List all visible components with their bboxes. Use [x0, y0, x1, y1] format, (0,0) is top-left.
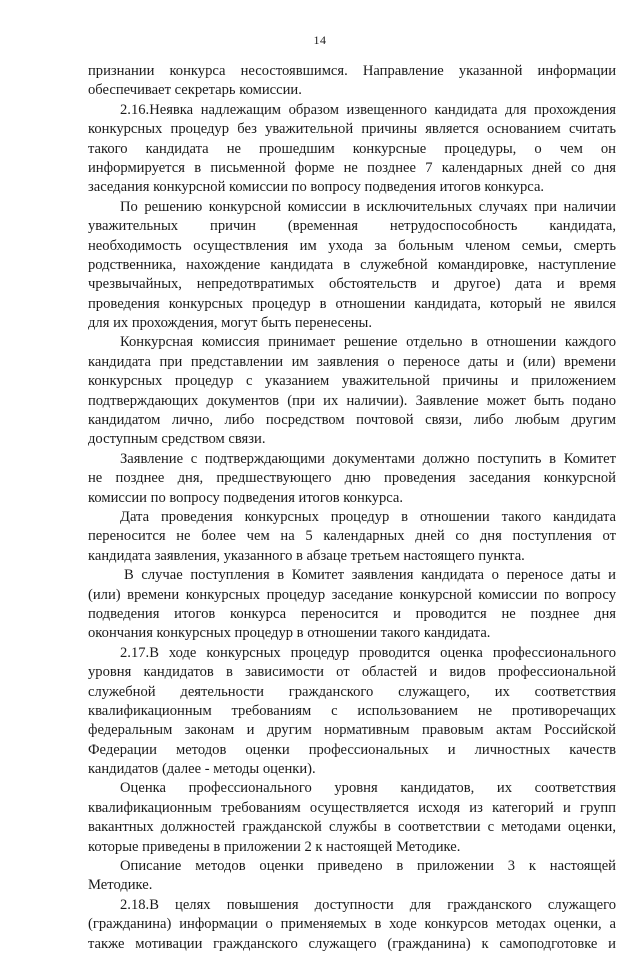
text-line: необходимость осуществления им ухода за больным членом семьи, смерть [88, 237, 616, 254]
text-line: уважительных причин (временная нетрудоспособность кандидата, [88, 218, 616, 235]
text-line: квалификационным требованиям осуществляется исходя из категорий и групп [88, 799, 616, 816]
text-line: чрезвычайных, непредотвратимых обстоятельств и другое) дата и время [88, 276, 616, 293]
text-line: доступным средством связи. [88, 431, 266, 448]
text-line: окончания конкурсных процедур в отношении такого кандидата. [88, 625, 491, 642]
text-line: Заявление с подтверждающими документами должно поступить в Комитет [120, 450, 616, 467]
text-line: В случае поступления в Комитет заявления кандидата о переносе даты и [124, 567, 616, 584]
text-line: 2.17.В ходе конкурсных процедур проводится оценка профессионального [120, 644, 616, 661]
document-body-text [88, 62, 616, 954]
text-line: Конкурсная комиссия принимает решение отдельно в отношении каждого [120, 334, 616, 351]
text-line: кандидатов (далее - методы оценки). [88, 761, 316, 778]
text-line: кандидата заявления, указанного в абзаце третьем настоящего пункта. [88, 547, 525, 564]
text-line: родственника, нахождение кандидата в служебной командировке, наступление [88, 256, 616, 273]
text-line: подтверждающих документов (при их наличии). Заявление может быть подано [88, 392, 616, 409]
text-line: обеспечивает секретарь комиссии. [88, 82, 302, 99]
text-line: которые приведены в приложении 2 к настоящей Методике. [88, 838, 461, 855]
text-line: для их прохождения, могут быть перенесены. [88, 315, 373, 332]
text-line: конкурсных процедур с указанием уважительной причины и приложением [88, 373, 616, 390]
text-line: кандидатом лично, либо посредством почтовой связи, либо любым другим [88, 412, 616, 429]
text-line: информируется в письменной форме не позднее 7 календарных дней со дня [88, 159, 616, 176]
text-line: переносится не более чем на 5 календарных дней со дня поступления от [88, 528, 616, 545]
text-line: По решению конкурсной комиссии в исключительных случаях при наличии [120, 198, 616, 215]
text-line: конкурсных процедур без уважительной причины является основанием считать [88, 121, 616, 138]
text-line: Федерации методов оценки профессиональных и личностных качеств [88, 741, 616, 758]
text-line: не позднее дня, предшествующего дню проведения заседания конкурсной [88, 470, 616, 487]
text-line: также мотивации гражданского служащего (гражданина) к самоподготовке и [88, 935, 616, 952]
page-number: 14 [313, 33, 327, 47]
text-line: Методике. [88, 877, 153, 894]
text-line: федеральным законам и другим нормативным правовым актам Российской [88, 722, 616, 739]
text-line: такого кандидата не прошедшим конкурсные процедуры, о чем он [88, 140, 616, 157]
text-line: признании конкурса несостоявшимся. Направление указанной информации [88, 63, 616, 79]
text-line: (или) времени конкурсных процедур заседание конкурсной комиссии по вопросу [88, 586, 616, 603]
text-line: 2.16.Неявка надлежащим образом извещенного кандидата для прохождения [120, 101, 616, 118]
text-line: (гражданина) информации о применяемых в ходе конкурсов методах оценки, а [88, 916, 616, 933]
text-line: кандидата при представлении им заявления о переносе даты и (или) времени [88, 353, 616, 370]
text-line: квалификационным требованиям с использованием не противоречащих [88, 702, 616, 719]
text-line: Дата проведения конкурсных процедур в отношении такого кандидата [120, 508, 616, 525]
text-line: служебной деятельности гражданского служащего, их соответствия [88, 683, 616, 700]
text-line: комиссии по вопросу подведения итогов конкурса. [88, 489, 404, 506]
text-line: 2.18.В целях повышения доступности для гражданского служащего [120, 896, 616, 913]
text-line: вакантных должностей гражданской службы в соответствии с методами оценки, [88, 819, 616, 836]
text-line: проведения конкурсных процедур в отношении кандидата, который не явился [88, 295, 616, 312]
text-line: Оценка профессионального уровня кандидатов, их соответствия [120, 780, 616, 797]
text-line: подведения итогов конкурса переносится и проводится не позднее дня [88, 605, 616, 622]
text-line: уровня кандидатов в зависимости от областей и видов профессиональной [88, 664, 616, 681]
text-line: заседания конкурсной комиссии по вопросу подведения итогов конкурса. [88, 179, 545, 196]
text-line: Описание методов оценки приведено в приложении 3 к настоящей [120, 858, 616, 875]
